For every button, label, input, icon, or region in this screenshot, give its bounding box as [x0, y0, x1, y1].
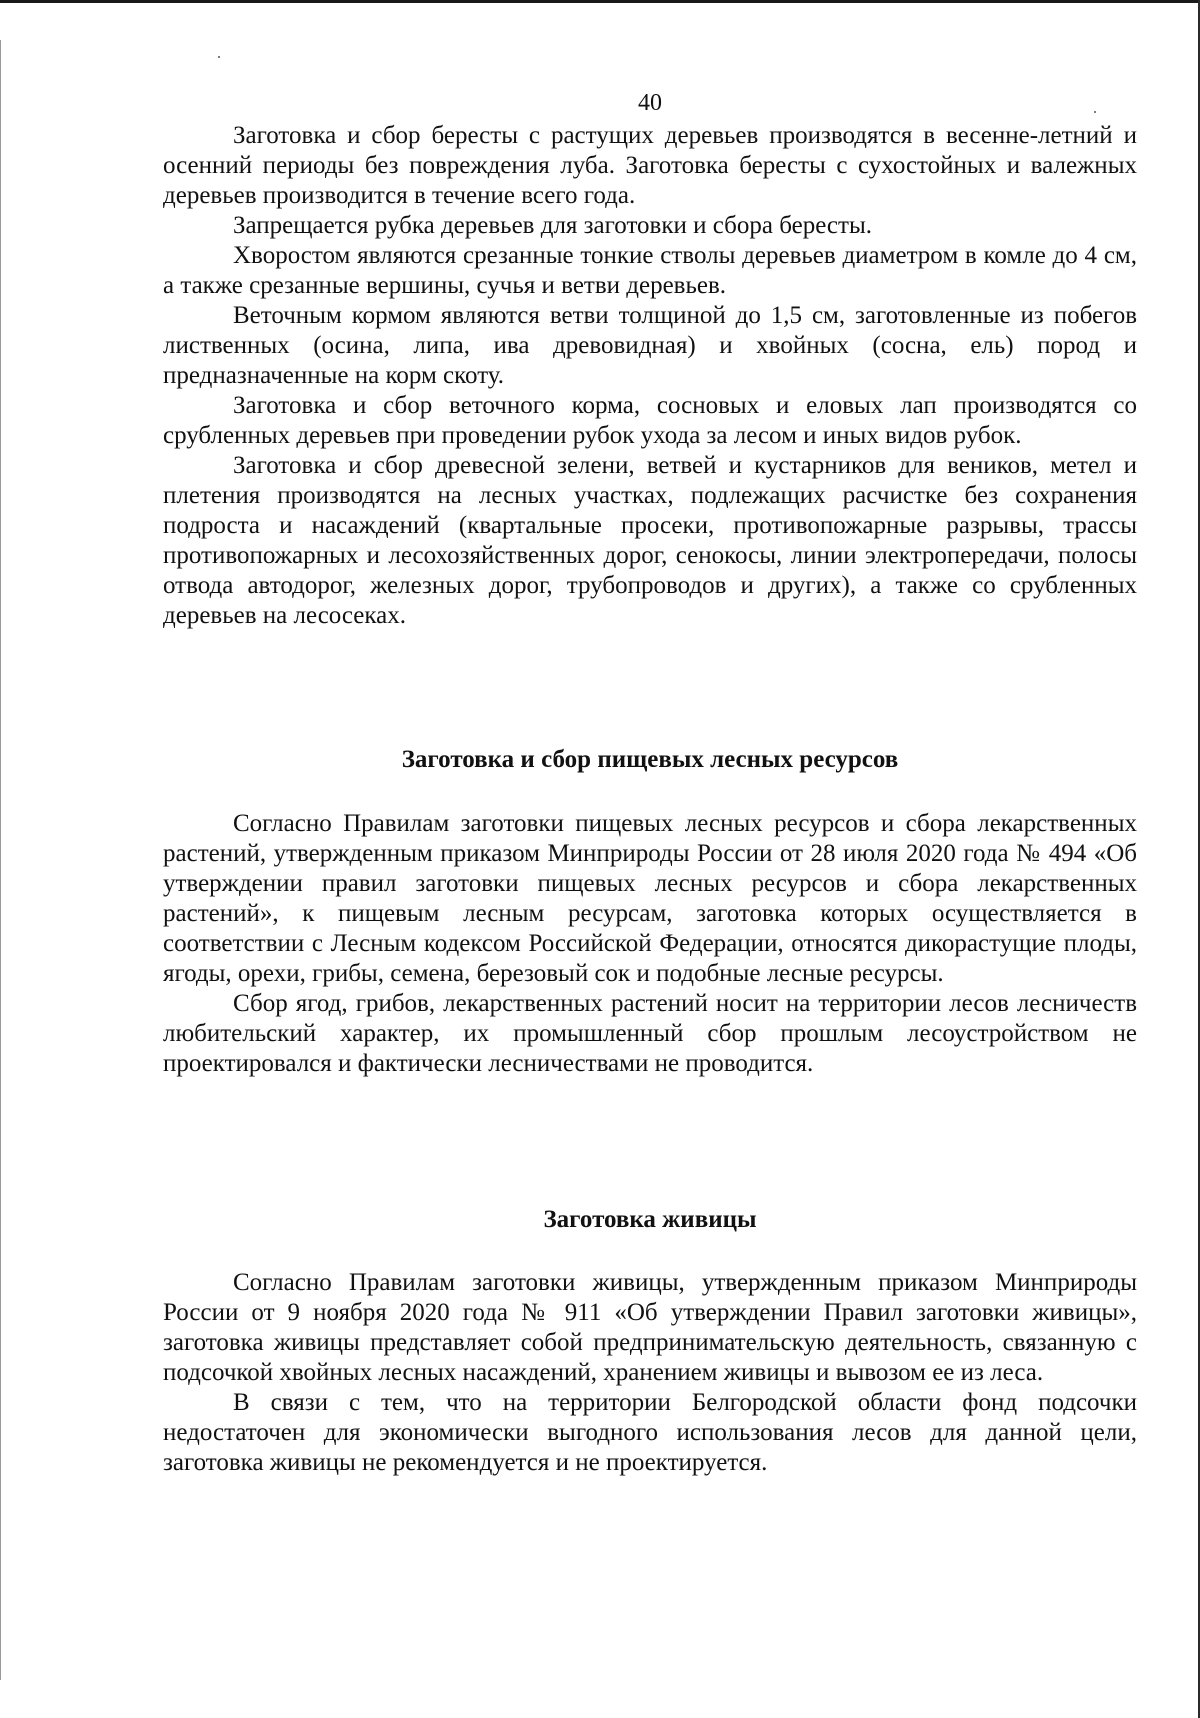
section-heading-food-resources-wrap	[163, 745, 1137, 775]
page-number: 40	[638, 90, 662, 116]
section-heading-food-resources: Заготовка и сбор пищевых лесных ресурсов	[401, 746, 899, 773]
paragraph: Согласно Правилам заготовки пищевых лесных ресурсов и сбора лекарственных растений, утвержденным приказом Минприроды России от 28 июля 2020 года № 494 «Об утверждении правил заготовки пищевых лесных ресурсов и сбора лекарственных растений», к пищевым лесным ресурсам, заготовка которых осуществляется в соответствии с Лесным кодексом Российской Федерации, относятся дикорастущие плоды, ягоды, орехи, грибы, семена, березовый сок и подобные лесные ресурсы.	[163, 810, 1137, 987]
paragraph: Веточным кормом являются ветви толщиной до 1,5 см, заготовленные из побегов лиственных (осина, липа, ива древовидная) и хвойных (сосна, ель) пород и предназначенные на корм скоту.	[163, 302, 1137, 389]
scan-edge-left	[0, 40, 1, 1680]
paragraph: Согласно Правилам заготовки живицы, утвержденным приказом Минприроды России от 9 ноября 2020 года № 911 «Об утверждении Правил заготовки живицы», заготовка живицы представляет собой предпринимательскую деятельность, связанную с подсочкой хвойных лесных насаждений, хранением живицы и вывозом ее из леса.	[163, 1269, 1137, 1386]
paragraph: В связи с тем, что на территории Белгородской области фонд подсочки недостаточен для экономически выгодного использования лесов для данной цели, заготовка живицы не рекомендуется и не проектируется.	[163, 1389, 1137, 1476]
section-resin	[163, 1268, 1137, 1478]
scan-edge-top	[0, 0, 1200, 3]
scan-speck	[218, 56, 220, 58]
paragraph: Заготовка и сбор бересты с растущих деревьев производятся в весенне-летний и осенний периоды без повреждения луба. Заготовка бересты с сухостойных и валежных деревьев производится в течение всего года.	[163, 122, 1137, 209]
paragraph: Запрещается рубка деревьев для заготовки и сбора бересты.	[233, 212, 872, 239]
paragraph: Заготовка и сбор веточного корма, сосновых и еловых лап производятся со срубленных деревьев при проведении рубок ухода за лесом и иных видов рубок.	[163, 392, 1137, 449]
paragraph: Сбор ягод, грибов, лекарственных растений носит на территории лесов лесничеств любительский характер, их промышленный сбор прошлым лесоустройством не проектировался и фактически лесничествами не проводится.	[163, 990, 1137, 1077]
paragraph: Заготовка и сбор древесной зелени, ветвей и кустарников для веников, метел и плетения производятся на лесных участках, подлежащих расчистке без сохранения подроста и насаждений (квартальные просеки, противопожарные разрывы, трассы противопожарных и лесохозяйственных дорог, сенокосы, линии электропередачи, полосы отвода автодорог, железных дорог, трубопроводов и других), а также со срубленных деревьев на лесосеках.	[163, 452, 1137, 629]
section-birch-bark-and-branches	[163, 121, 1137, 631]
paragraph: Хворостом являются срезанные тонкие стволы деревьев диаметром в комле до 4 см, а также срезанные вершины, сучья и ветви деревьев.	[163, 242, 1137, 299]
section-heading-resin-wrap	[163, 1205, 1137, 1235]
section-food-resources	[163, 809, 1137, 1079]
section-heading-resin: Заготовка живицы	[543, 1206, 757, 1233]
